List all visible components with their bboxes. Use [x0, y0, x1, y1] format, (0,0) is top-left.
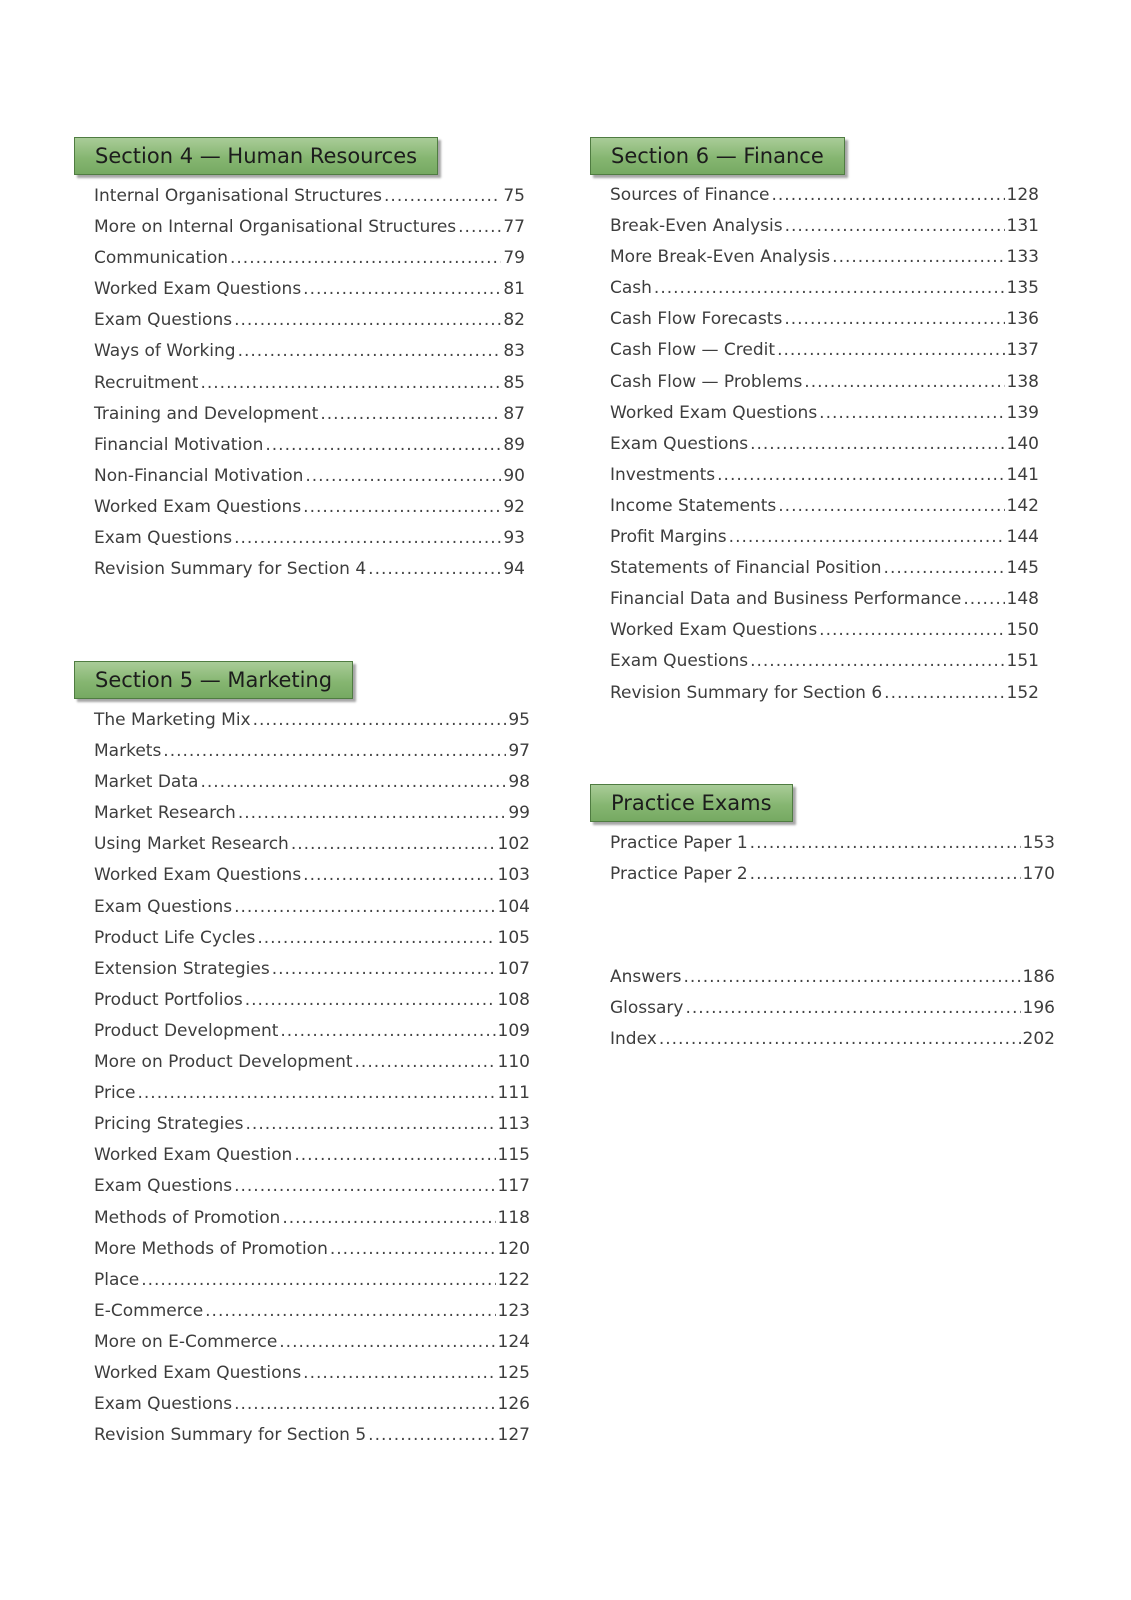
- toc-entry-title: The Marketing Mix: [94, 710, 251, 730]
- toc-entry-page: 95: [508, 710, 530, 730]
- dot-leader: [368, 559, 501, 579]
- toc-entry-title: Exam Questions: [94, 528, 233, 549]
- dot-leader: [804, 372, 1004, 392]
- toc-entry: [94, 1239, 530, 1270]
- toc-entry: [94, 435, 525, 466]
- toc-entry-page: 140: [1006, 433, 1039, 454]
- toc-entry: [610, 998, 1055, 1029]
- toc-entry-title: Income Statements: [610, 495, 777, 516]
- section-5: [74, 661, 530, 1456]
- toc-entry: [94, 959, 530, 990]
- toc-entry-page: 128: [1006, 185, 1039, 205]
- toc-entry-title: Using Market Research: [94, 834, 289, 855]
- toc-entry-title: Pricing Strategies: [94, 1114, 244, 1135]
- dot-leader: [884, 683, 1004, 703]
- dot-leader: [303, 865, 495, 885]
- toc-entry-page: 144: [1006, 527, 1039, 548]
- dot-leader: [257, 928, 495, 948]
- dot-leader: [141, 1270, 495, 1290]
- toc-entry: [94, 803, 530, 834]
- toc-entry-title: Revision Summary for Section 4: [94, 559, 367, 580]
- toc-entry-title: Worked Exam Questions: [94, 496, 302, 517]
- dot-leader: [778, 496, 1004, 516]
- toc-entry-title: Worked Exam Questions: [94, 279, 302, 300]
- toc-entry-page: 122: [497, 1269, 530, 1290]
- toc-entry: [94, 1052, 530, 1083]
- toc-entry-title: Exam Questions: [610, 433, 749, 454]
- toc-entry: [94, 1301, 530, 1332]
- toc-entry-title: Worked Exam Question: [94, 1145, 293, 1166]
- dot-leader: [777, 340, 1004, 360]
- dot-leader: [884, 558, 1005, 578]
- toc-entry: [94, 710, 530, 741]
- dot-leader: [355, 1052, 496, 1072]
- toc-entry-title: Exam Questions: [94, 1176, 233, 1197]
- toc-entry-title: Answers: [610, 967, 682, 987]
- toc-entry-page: 131: [1006, 216, 1039, 237]
- toc-entry-page: 118: [497, 1207, 530, 1228]
- dot-leader: [750, 651, 1004, 671]
- dot-leader: [246, 1114, 496, 1134]
- toc-entry-title: Market Research: [94, 803, 236, 824]
- dot-leader: [137, 1083, 495, 1103]
- toc-entry-title: Glossary: [610, 998, 684, 1019]
- toc-entry-title: Product Development: [94, 1020, 279, 1041]
- toc-entry-page: 110: [497, 1052, 530, 1073]
- toc-entry-title: More on Product Development: [94, 1052, 353, 1073]
- toc-entry-page: 108: [497, 989, 530, 1010]
- dot-leader: [238, 341, 502, 361]
- toc-entry-page: 98: [508, 772, 530, 793]
- practice-exams: [590, 784, 1055, 895]
- section-4-list: [94, 186, 525, 590]
- toc-entry-page: 139: [1006, 402, 1039, 423]
- section-6: [590, 137, 1039, 714]
- dot-leader: [750, 864, 1021, 884]
- toc-entry-page: 137: [1006, 340, 1039, 361]
- toc-entry: [610, 496, 1039, 527]
- dot-leader: [200, 772, 506, 792]
- toc-entry-title: Financial Data and Business Performance: [610, 589, 962, 610]
- toc-entry: [610, 683, 1039, 714]
- toc-entry-title: Cash: [610, 278, 652, 299]
- dot-leader: [234, 310, 501, 330]
- dot-leader: [963, 589, 1004, 609]
- dot-leader: [265, 435, 501, 455]
- dot-leader: [291, 834, 496, 854]
- dot-leader: [245, 990, 496, 1010]
- toc-entry-title: Worked Exam Questions: [94, 1362, 302, 1383]
- dot-leader: [729, 527, 1005, 547]
- toc-entry-title: Worked Exam Questions: [610, 402, 818, 423]
- toc-entry-title: More Break-Even Analysis: [610, 247, 831, 268]
- toc-entry: [610, 278, 1039, 309]
- toc-entry-page: 90: [503, 465, 525, 486]
- dot-leader: [654, 278, 1005, 298]
- toc-entry-page: 142: [1006, 495, 1039, 516]
- toc-entry-title: Practice Paper 1: [610, 833, 748, 853]
- toc-entry-page: 115: [497, 1145, 530, 1166]
- toc-entry: [94, 928, 530, 959]
- toc-entry-page: 138: [1006, 371, 1039, 392]
- toc-entry-title: Cash Flow Forecasts: [610, 309, 783, 330]
- toc-entry-title: Revision Summary for Section 6: [610, 682, 883, 703]
- dot-leader: [234, 528, 501, 548]
- toc-entry-title: More Methods of Promotion: [94, 1238, 328, 1259]
- toc-entry-title: Sources of Finance: [610, 185, 770, 205]
- toc-entry: [610, 967, 1055, 998]
- toc-entry-title: Financial Motivation: [94, 434, 264, 455]
- section-4-heading: Section 4 — Human Resources: [74, 137, 438, 175]
- toc-entry-page: 89: [503, 434, 525, 455]
- dot-leader: [305, 466, 501, 486]
- toc-entry-page: 153: [1022, 833, 1055, 853]
- toc-entry: [610, 372, 1039, 403]
- toc-entry: [94, 186, 525, 217]
- toc-entry: [94, 341, 525, 372]
- toc-entry-page: 117: [497, 1176, 530, 1197]
- toc-entry-page: 104: [497, 896, 530, 917]
- toc-entry: [94, 834, 530, 865]
- back-matter-list: [610, 967, 1055, 1060]
- toc-entry: [610, 833, 1055, 864]
- dot-leader: [200, 373, 501, 393]
- dot-leader: [272, 959, 496, 979]
- toc-entry: [94, 990, 530, 1021]
- toc-entry-page: 123: [497, 1300, 530, 1321]
- toc-entry: [94, 741, 530, 772]
- dot-leader: [458, 217, 501, 237]
- section-6-heading: Section 6 — Finance: [590, 137, 845, 175]
- toc-entry-page: 103: [497, 865, 530, 886]
- dot-leader: [750, 833, 1021, 853]
- dot-leader: [234, 1394, 495, 1414]
- toc-entry: [610, 434, 1039, 465]
- dot-leader: [784, 309, 1004, 329]
- toc-entry: [94, 497, 525, 528]
- toc-entry-page: 125: [497, 1362, 530, 1383]
- toc-entry-page: 135: [1006, 278, 1039, 299]
- toc-entry: [94, 1394, 530, 1425]
- dot-leader: [282, 1208, 495, 1228]
- practice-exams-list: [610, 833, 1055, 895]
- toc-entry-title: Product Life Cycles: [94, 927, 256, 948]
- toc-entry-page: 145: [1006, 558, 1039, 579]
- toc-entry-title: Profit Margins: [610, 527, 727, 548]
- dot-leader: [683, 967, 1020, 987]
- toc-entry: [94, 217, 525, 248]
- toc-entry: [94, 528, 525, 559]
- toc-entry: [94, 404, 525, 435]
- dot-leader: [279, 1332, 495, 1352]
- toc-entry-title: Training and Development: [94, 403, 319, 424]
- toc-entry-page: 99: [508, 803, 530, 824]
- toc-entry-title: More on E-Commerce: [94, 1331, 278, 1352]
- toc-entry: [94, 559, 525, 590]
- toc-entry-title: Worked Exam Questions: [610, 620, 818, 641]
- toc-entry-page: 136: [1006, 309, 1039, 330]
- section-5-list: [94, 710, 530, 1456]
- toc-entry-page: 150: [1006, 620, 1039, 641]
- toc-entry-page: 186: [1022, 967, 1055, 987]
- toc-entry: [610, 864, 1055, 895]
- toc-entry: [94, 772, 530, 803]
- toc-entry-title: Product Portfolios: [94, 989, 243, 1010]
- toc-entry-title: Index: [610, 1029, 657, 1050]
- toc-entry-page: 196: [1022, 998, 1055, 1019]
- dot-leader: [280, 1021, 495, 1041]
- toc-entry-title: Extension Strategies: [94, 958, 270, 979]
- toc-entry: [610, 1029, 1055, 1060]
- toc-entry: [610, 216, 1039, 247]
- dot-leader: [234, 897, 495, 917]
- toc-entry-title: Investments: [610, 464, 716, 485]
- toc-entry-title: Exam Questions: [94, 1394, 233, 1415]
- toc-entry-title: Exam Questions: [94, 310, 233, 331]
- toc-entry-page: 133: [1006, 247, 1039, 268]
- toc-entry: [610, 247, 1039, 278]
- toc-entry: [610, 465, 1039, 496]
- toc-entry-title: Markets: [94, 741, 162, 762]
- toc-entry-title: Market Data: [94, 772, 199, 793]
- toc-entry: [94, 248, 525, 279]
- dot-leader: [205, 1301, 495, 1321]
- toc-entry: [610, 620, 1039, 651]
- toc-entry: [94, 897, 530, 928]
- dot-leader: [303, 497, 501, 517]
- toc-entry-title: Worked Exam Questions: [94, 865, 302, 886]
- toc-entry-title: Ways of Working: [94, 341, 236, 362]
- dot-leader: [659, 1029, 1021, 1049]
- toc-entry-page: 92: [503, 496, 525, 517]
- toc-entry: [94, 373, 525, 404]
- dot-leader: [303, 1363, 495, 1383]
- toc-entry: [94, 865, 530, 896]
- toc-entry: [610, 185, 1039, 216]
- toc-entry: [94, 1270, 530, 1301]
- toc-entry-page: 102: [497, 834, 530, 855]
- toc-entry-page: 77: [503, 217, 525, 238]
- dot-leader: [330, 1239, 496, 1259]
- toc-entry-page: 111: [497, 1083, 530, 1104]
- toc-entry: [94, 1083, 530, 1114]
- toc-entry-title: Methods of Promotion: [94, 1207, 281, 1228]
- toc-entry-page: 202: [1022, 1029, 1055, 1050]
- toc-entry-page: 87: [503, 403, 525, 424]
- toc-entry: [94, 1208, 530, 1239]
- dot-leader: [384, 186, 501, 206]
- toc-entry-page: 127: [497, 1425, 530, 1446]
- dot-leader: [230, 248, 501, 268]
- dot-leader: [819, 403, 1004, 423]
- toc-entry: [94, 1363, 530, 1394]
- toc-entry: [610, 403, 1039, 434]
- toc-entry-title: Non-Financial Motivation: [94, 465, 304, 486]
- toc-entry: [610, 558, 1039, 589]
- toc-entry-page: 170: [1022, 864, 1055, 885]
- toc-entry-page: 151: [1006, 651, 1039, 672]
- toc-entry: [610, 651, 1039, 682]
- dot-leader: [238, 803, 507, 823]
- toc-entry-page: 148: [1006, 589, 1039, 610]
- toc-entry-page: 113: [497, 1114, 530, 1135]
- toc-entry: [610, 589, 1039, 620]
- dot-leader: [832, 247, 1004, 267]
- toc-entry: [94, 1425, 530, 1456]
- practice-exams-heading: Practice Exams: [590, 784, 793, 822]
- dot-leader: [320, 404, 501, 424]
- toc-entry-title: Place: [94, 1269, 140, 1290]
- toc-entry-page: 120: [497, 1238, 530, 1259]
- toc-entry-title: More on Internal Organisational Structures: [94, 217, 457, 238]
- toc-entry-page: 126: [497, 1394, 530, 1415]
- section-4: [74, 137, 525, 590]
- dot-leader: [303, 279, 501, 299]
- toc-entry-title: Exam Questions: [94, 896, 233, 917]
- toc-entry: [94, 1021, 530, 1052]
- toc-entry-title: Statements of Financial Position: [610, 558, 882, 579]
- toc-entry-page: 107: [497, 958, 530, 979]
- toc-entry-title: Break-Even Analysis: [610, 216, 783, 237]
- toc-entry: [94, 1145, 530, 1176]
- section-6-list: [610, 185, 1039, 714]
- dot-leader: [771, 185, 1004, 205]
- toc-entry-title: Price: [94, 1083, 136, 1104]
- dot-leader: [163, 741, 506, 761]
- dot-leader: [234, 1176, 495, 1196]
- toc-entry-page: 97: [508, 741, 530, 762]
- toc-entry-page: 75: [503, 186, 525, 206]
- toc-entry: [610, 340, 1039, 371]
- dot-leader: [294, 1145, 495, 1165]
- toc-entry-page: 124: [497, 1331, 530, 1352]
- toc-entry: [94, 279, 525, 310]
- toc-entry: [610, 309, 1039, 340]
- toc-entry: [94, 1114, 530, 1145]
- toc-entry-title: Cash Flow — Credit: [610, 340, 776, 361]
- toc-entry-page: 83: [503, 341, 525, 362]
- toc-entry-page: 85: [503, 372, 525, 393]
- section-5-heading: Section 5 — Marketing: [74, 661, 353, 699]
- toc-entry-title: Exam Questions: [610, 651, 749, 672]
- dot-leader: [785, 216, 1005, 236]
- dot-leader: [685, 998, 1020, 1018]
- toc-entry: [94, 310, 525, 341]
- dot-leader: [750, 434, 1004, 454]
- toc-entry-page: 109: [497, 1020, 530, 1041]
- toc-entry-title: Internal Organisational Structures: [94, 186, 383, 206]
- toc-entry-page: 105: [497, 927, 530, 948]
- toc-entry: [610, 527, 1039, 558]
- toc-entry-page: 79: [503, 248, 525, 269]
- toc-entry: [94, 466, 525, 497]
- toc-entry-page: 82: [503, 310, 525, 331]
- dot-leader: [819, 620, 1004, 640]
- toc-entry-title: Cash Flow — Problems: [610, 371, 803, 392]
- toc-entry-title: Revision Summary for Section 5: [94, 1425, 367, 1446]
- toc-entry-page: 94: [503, 559, 525, 580]
- toc-entry: [94, 1332, 530, 1363]
- dot-leader: [253, 710, 507, 730]
- toc-entry-page: 152: [1006, 682, 1039, 703]
- toc-entry-page: 81: [503, 279, 525, 300]
- toc-entry-title: Practice Paper 2: [610, 864, 748, 885]
- toc-entry-title: Communication: [94, 248, 228, 269]
- toc-entry-page: 141: [1006, 464, 1039, 485]
- toc-entry-title: E-Commerce: [94, 1300, 204, 1321]
- toc-entry: [94, 1176, 530, 1207]
- back-matter: [590, 967, 1055, 1060]
- toc-entry-page: 93: [503, 528, 525, 549]
- dot-leader: [717, 465, 1004, 485]
- toc-entry-title: Recruitment: [94, 372, 199, 393]
- dot-leader: [368, 1425, 495, 1445]
